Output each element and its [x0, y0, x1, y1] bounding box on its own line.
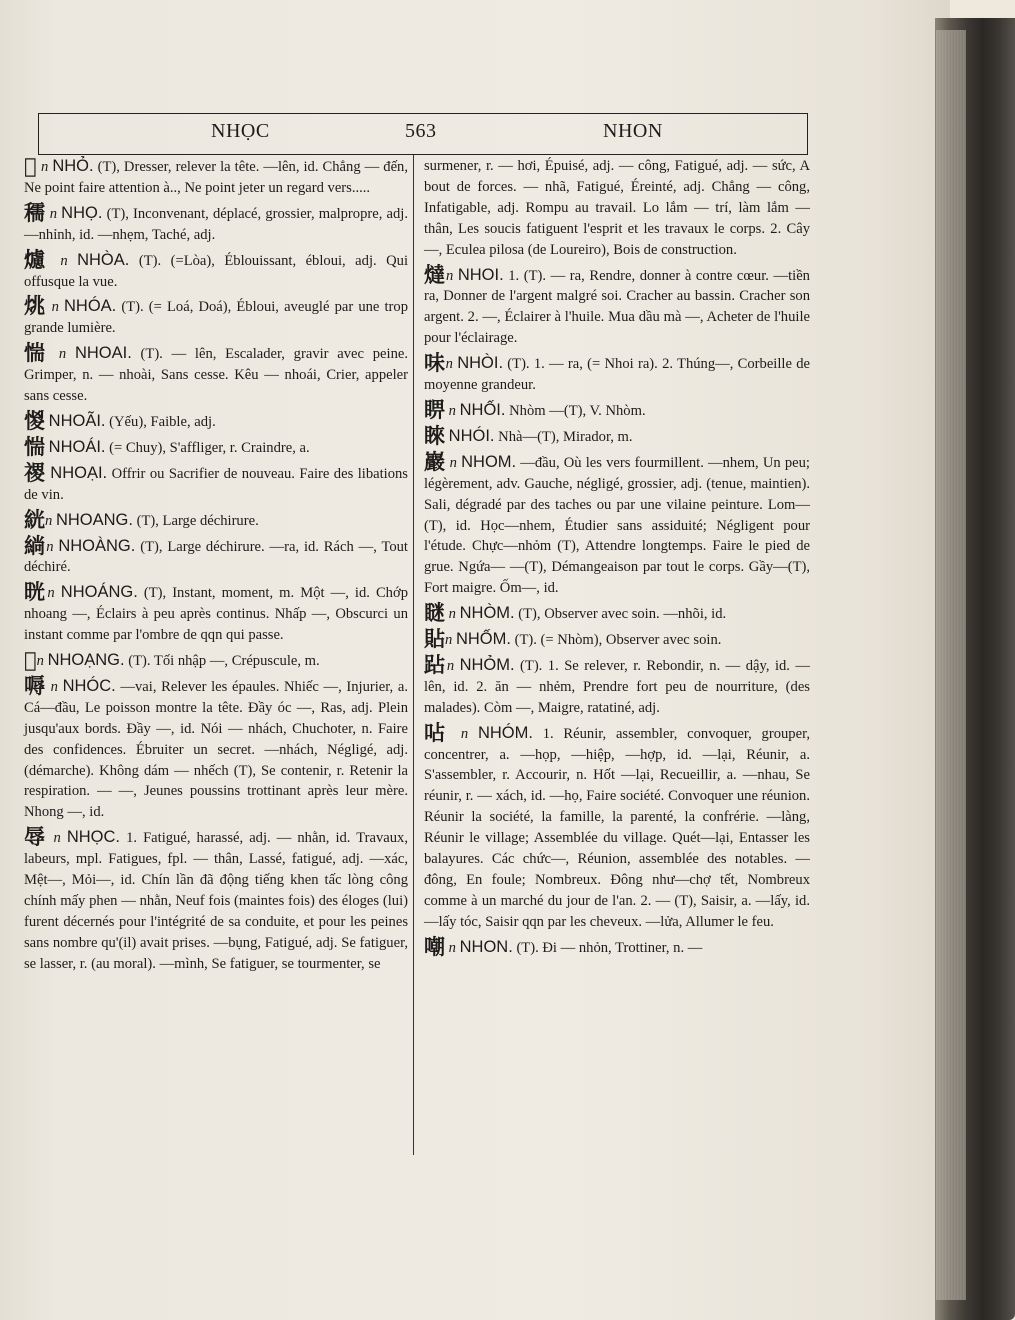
glyph: 睤	[424, 397, 445, 422]
glyph: 貼	[424, 627, 445, 652]
headword: NHOAI.	[74, 344, 132, 363]
definition: —vai, Relever les épaules. Nhiếc —, Injurier, a. Cá—đầu, Le poisson montre la tête. Đầy óc —, Ras, adj. Plein jusqu'aux bords. Đầy —, id. Nói — nhách, Chuchoter, n. Faire des confidences. Ébruiter un secret. —nhách, Négligé, adj. (démarche). Không dám — nhếch (T), Se contenir, r. Retenir la respiration. — —, Jeunes poussins trottinant après leur mère. Nhong —, id.	[24, 678, 408, 821]
definition: (T). Đi — nhỏn, Trottiner, n. —	[516, 939, 703, 956]
headword: NHÓI.	[448, 426, 495, 445]
dictionary-entry	[424, 397, 810, 422]
definition: Offrir ou Sacrifier de nouveau. Faire des libations de vin.	[24, 465, 408, 503]
headword: NHOẠNG.	[47, 651, 125, 670]
dictionary-entry	[24, 582, 408, 646]
dictionary-entry	[424, 629, 810, 651]
pos: n	[448, 606, 456, 623]
dictionary-entry	[24, 673, 408, 823]
pos: n	[51, 299, 59, 316]
headword: NHỌC.	[66, 828, 120, 847]
headword: NHOANG.	[55, 510, 133, 529]
headword: NHÒI.	[457, 354, 504, 373]
dictionary-entry	[24, 650, 408, 672]
dictionary-entry-continued	[424, 156, 810, 261]
glyph: 惴	[24, 434, 45, 459]
definition: (T), Instant, moment, m. Một —, id. Chớp nhoang —, Éclairs à peu après continus. Nhấp —, Obscurci un instant comme par l'ombre de qqn qui passe.	[24, 585, 408, 644]
definition: (T). — lên, Escalader, gravir avec peine. Grimper, n. — nhoài, Sans cesse. Kêu — nhoái, Crier, appeler sans cesse.	[24, 346, 409, 405]
column-divider	[413, 155, 414, 1155]
dictionary-entry	[424, 934, 810, 959]
dictionary-entry	[24, 296, 408, 339]
glyph: 味	[424, 351, 446, 376]
pos: n	[445, 267, 454, 284]
glyph: 辱	[24, 825, 48, 850]
glyph: 爈	[24, 247, 51, 272]
glyph: 禝	[24, 460, 46, 485]
glyph: 穤	[24, 200, 46, 225]
pos: n	[46, 538, 54, 555]
dictionary-entry	[24, 460, 408, 506]
headword: NHOM.	[461, 452, 517, 471]
dictionary-entry	[24, 156, 408, 199]
headword: NHOẠI.	[50, 463, 108, 482]
definition: (Yếu), Faible, adj.	[109, 413, 216, 430]
header-right-guideword: NHON	[603, 120, 663, 142]
definition: Nhòm —(T), V. Nhòm.	[509, 402, 646, 419]
definition: (T), Dresser, relever la tête. —lên, id. Chẳng — đến, Ne point faire attention à.., Ne point jeter un regard vers.....	[24, 159, 408, 196]
left-column	[24, 156, 408, 979]
definition: (T), Inconvenant, déplacé, grossier, malpropre, adj. —nhỉnh, id. —nhẹm, Taché, adj.	[24, 205, 409, 243]
pos: n	[36, 653, 44, 670]
headword: NHOÀNG.	[58, 536, 136, 555]
definition: (T). 1. Se relever, r. Rebondir, n. — dậy, id. — lên, id. 2. ăn — nhẻm, Prendre fort peu de nourriture, (des malades). Còm —, Maigre, ratatiné, adj.	[424, 657, 811, 716]
pos: n	[445, 356, 453, 373]
page-edges	[936, 30, 966, 1300]
glyph: 𣇜	[24, 648, 37, 673]
pos: n	[448, 402, 456, 419]
definition: surmener, r. — hơi, Épuisé, adj. — công, Fatigué, adj. — sức, A bout de forces. — nhã, Fatigué, Éreinté, adj. Chẳng — công, Infatigable, adj. Rompu au travail. Lo lắm — trí, làm lắm — thân, Les soucis fatiguent l'esprit et les travaux le corps. 2. Cây —, Eculea pilosa (de Loureiro), Bois de construction.	[424, 158, 810, 258]
glyph: 烑	[24, 294, 47, 319]
definition: (= Chuy), S'affliger, r. Craindre, a.	[109, 439, 310, 456]
definition: (T). Tối nhập —, Crépuscule, m.	[128, 653, 320, 670]
headword: NHÒM.	[459, 604, 515, 623]
dictionary-entry	[24, 247, 409, 293]
headword: NHỐM.	[455, 630, 511, 649]
pos: n	[47, 585, 55, 602]
definition: (T), Large déchirure. —ra, id. Rách —, Tout déchiré.	[24, 538, 408, 576]
definition: 1. Fatigué, harassé, adj. — nhằn, id. Travaux, labeurs, mpl. Fatigues, fpl. — thân, Lassé, fatigué, adj. —xác, Mệt—, Mỏi—, id. Chín lần đã động tiếng khen tấc lòng công chính mấy phen — nhằn, Neuf fois (maintes fois) des éloges (lui) furent décernés pour l'intégrité de sa conduite, et pour les peines sans nombre qu'(il) avait prises. —bụng, Fatigué, adj. Se fatiguer, se lasser, r. (au moral). —mình, Se fatiguer, se tourmenter, se	[24, 830, 408, 972]
right-column	[424, 156, 810, 963]
pos: n	[45, 512, 53, 529]
dictionary-entry	[424, 262, 810, 350]
definition: —đầu, Où les vers fourmillent. —nhem, Un peu; légèrement, adv. Gauche, négligé, grossier, adj. (tenue, maintien). Sali, dégradé par des taches ou par une vilaine peinture. Lom—(T), id. Học—nhem, Étudier sans assiduité; Négligent pour l'étude. Chực—nhỏm (T), Attendre longtemps. Faire le pied de grue. Ngứa— —(T), Démangeaison par tout le corps. Gầy—(T), Fort maigre. Ốm—, id.	[424, 454, 810, 597]
pos: n	[49, 205, 57, 222]
dictionary-entry	[24, 434, 408, 459]
glyph: 瞇	[424, 601, 445, 626]
dictionary-entry	[424, 603, 810, 625]
glyph: 晄	[24, 580, 48, 605]
definition: (T), Observer avec soin. —nhõi, id.	[518, 606, 727, 623]
pos: n	[58, 346, 67, 363]
dictionary-entry	[424, 652, 811, 719]
definition: (T). (= Nhòm), Observer avec soin.	[514, 632, 722, 649]
definition: (T). (= Loá, Doá), Ébloui, aveuglé par une trop grande lumière.	[24, 299, 409, 337]
headword: NHỎ.	[52, 157, 94, 175]
glyph: 睞	[424, 423, 445, 448]
dictionary-entry	[424, 720, 810, 933]
definition: Nhà—(T), Mirador, m.	[498, 428, 633, 445]
definition: (T). 1. — ra, (= Nhoi ra). 2. Thúng—, Corbeille de moyenne grandeur.	[424, 356, 810, 394]
header-left-guideword: NHỌC	[211, 120, 270, 142]
dictionary-entry	[24, 200, 409, 246]
glyph: 惴	[24, 341, 51, 366]
glyph: 緔	[24, 533, 47, 558]
pos: n	[445, 632, 453, 649]
dictionary-entry	[24, 343, 408, 407]
pos: n	[50, 678, 58, 695]
pos: n	[446, 657, 455, 674]
pos: n	[460, 725, 469, 742]
headword: NHỌ.	[61, 203, 103, 222]
pos: n	[53, 830, 61, 847]
headword: NHÓM.	[477, 723, 533, 742]
glyph: 絖	[24, 507, 45, 532]
headword: NHOÃI.	[48, 411, 106, 430]
definition: (T). (=Lòa), Éblouissant, ébloui, adj. Qui offusque la vue.	[24, 252, 409, 290]
pos: n	[449, 454, 457, 471]
headword: NHON.	[459, 937, 513, 956]
dictionary-entry	[24, 507, 408, 532]
pos: n	[60, 252, 68, 269]
dictionary-entry	[24, 408, 408, 433]
headword: NHÓA.	[64, 297, 117, 316]
definition: 1. Réunir, assembler, convoquer, grouper, concentrer, a. —họp, —hiệp, —hợp, id. —lại, Réunir, a. S'assembler, r. Accourir, n. Hốt —lại, Recueillir, a. —nhau, Se réunir, r. — xách, id. —họ, Faire société. Convoquer une réunion. Réunir la société, la famille, la parenté, la confrérie. —làng, Réunir le village; Assemblée du village. Quét—lại, Entasser les balayures. Các chức—, Réunion, assemblée des notables. — đông, En foule; Nombreux. Đông như—chợ tết, Nombreux comme à un marché du jour de l'an. 2. — (T), Saisir, a. —lấy, id. —lấy tóc, Saisir qqn par les cheveux. —lửa, Allumer le feu.	[424, 725, 810, 930]
glyph: 嘲	[424, 934, 445, 959]
headword: NHÓC.	[62, 676, 116, 695]
glyph: 跕	[424, 652, 447, 677]
headword: NHOI.	[457, 265, 504, 284]
glyph: 嗕	[24, 673, 46, 698]
dictionary-entry	[24, 533, 408, 579]
dictionary-entry	[24, 827, 408, 974]
glyph: 惾	[24, 408, 45, 433]
glyph: 𣌒	[24, 154, 37, 178]
headword: NHỎM.	[459, 655, 515, 674]
pos: n	[41, 159, 49, 175]
headword: NHOÁI.	[48, 437, 106, 456]
dictionary-entry	[424, 353, 810, 396]
definition: (T), Large déchirure.	[136, 512, 259, 529]
page-number: 563	[405, 120, 437, 142]
glyph: 燵	[424, 262, 446, 287]
definition: 1. (T). — ra, Rendre, donner à contre cœur. —tiền ra, Donner de l'argent malgré soi. Cracher au bassin. Cracher son argent. 2. —, Éclairer à l'huile. Mua dầu mà —, Acheter de l'huile pour l'éclairage.	[424, 267, 810, 347]
dictionary-entry	[424, 449, 810, 599]
headword: NHỐI.	[459, 400, 506, 419]
glyph: 呫	[424, 720, 452, 745]
pos: n	[448, 939, 456, 956]
dictionary-entry	[424, 423, 810, 448]
glyph: 巖	[424, 449, 446, 474]
headword: NHÒA.	[77, 250, 130, 269]
running-header	[38, 113, 808, 155]
headword: NHOÁNG.	[60, 583, 138, 602]
